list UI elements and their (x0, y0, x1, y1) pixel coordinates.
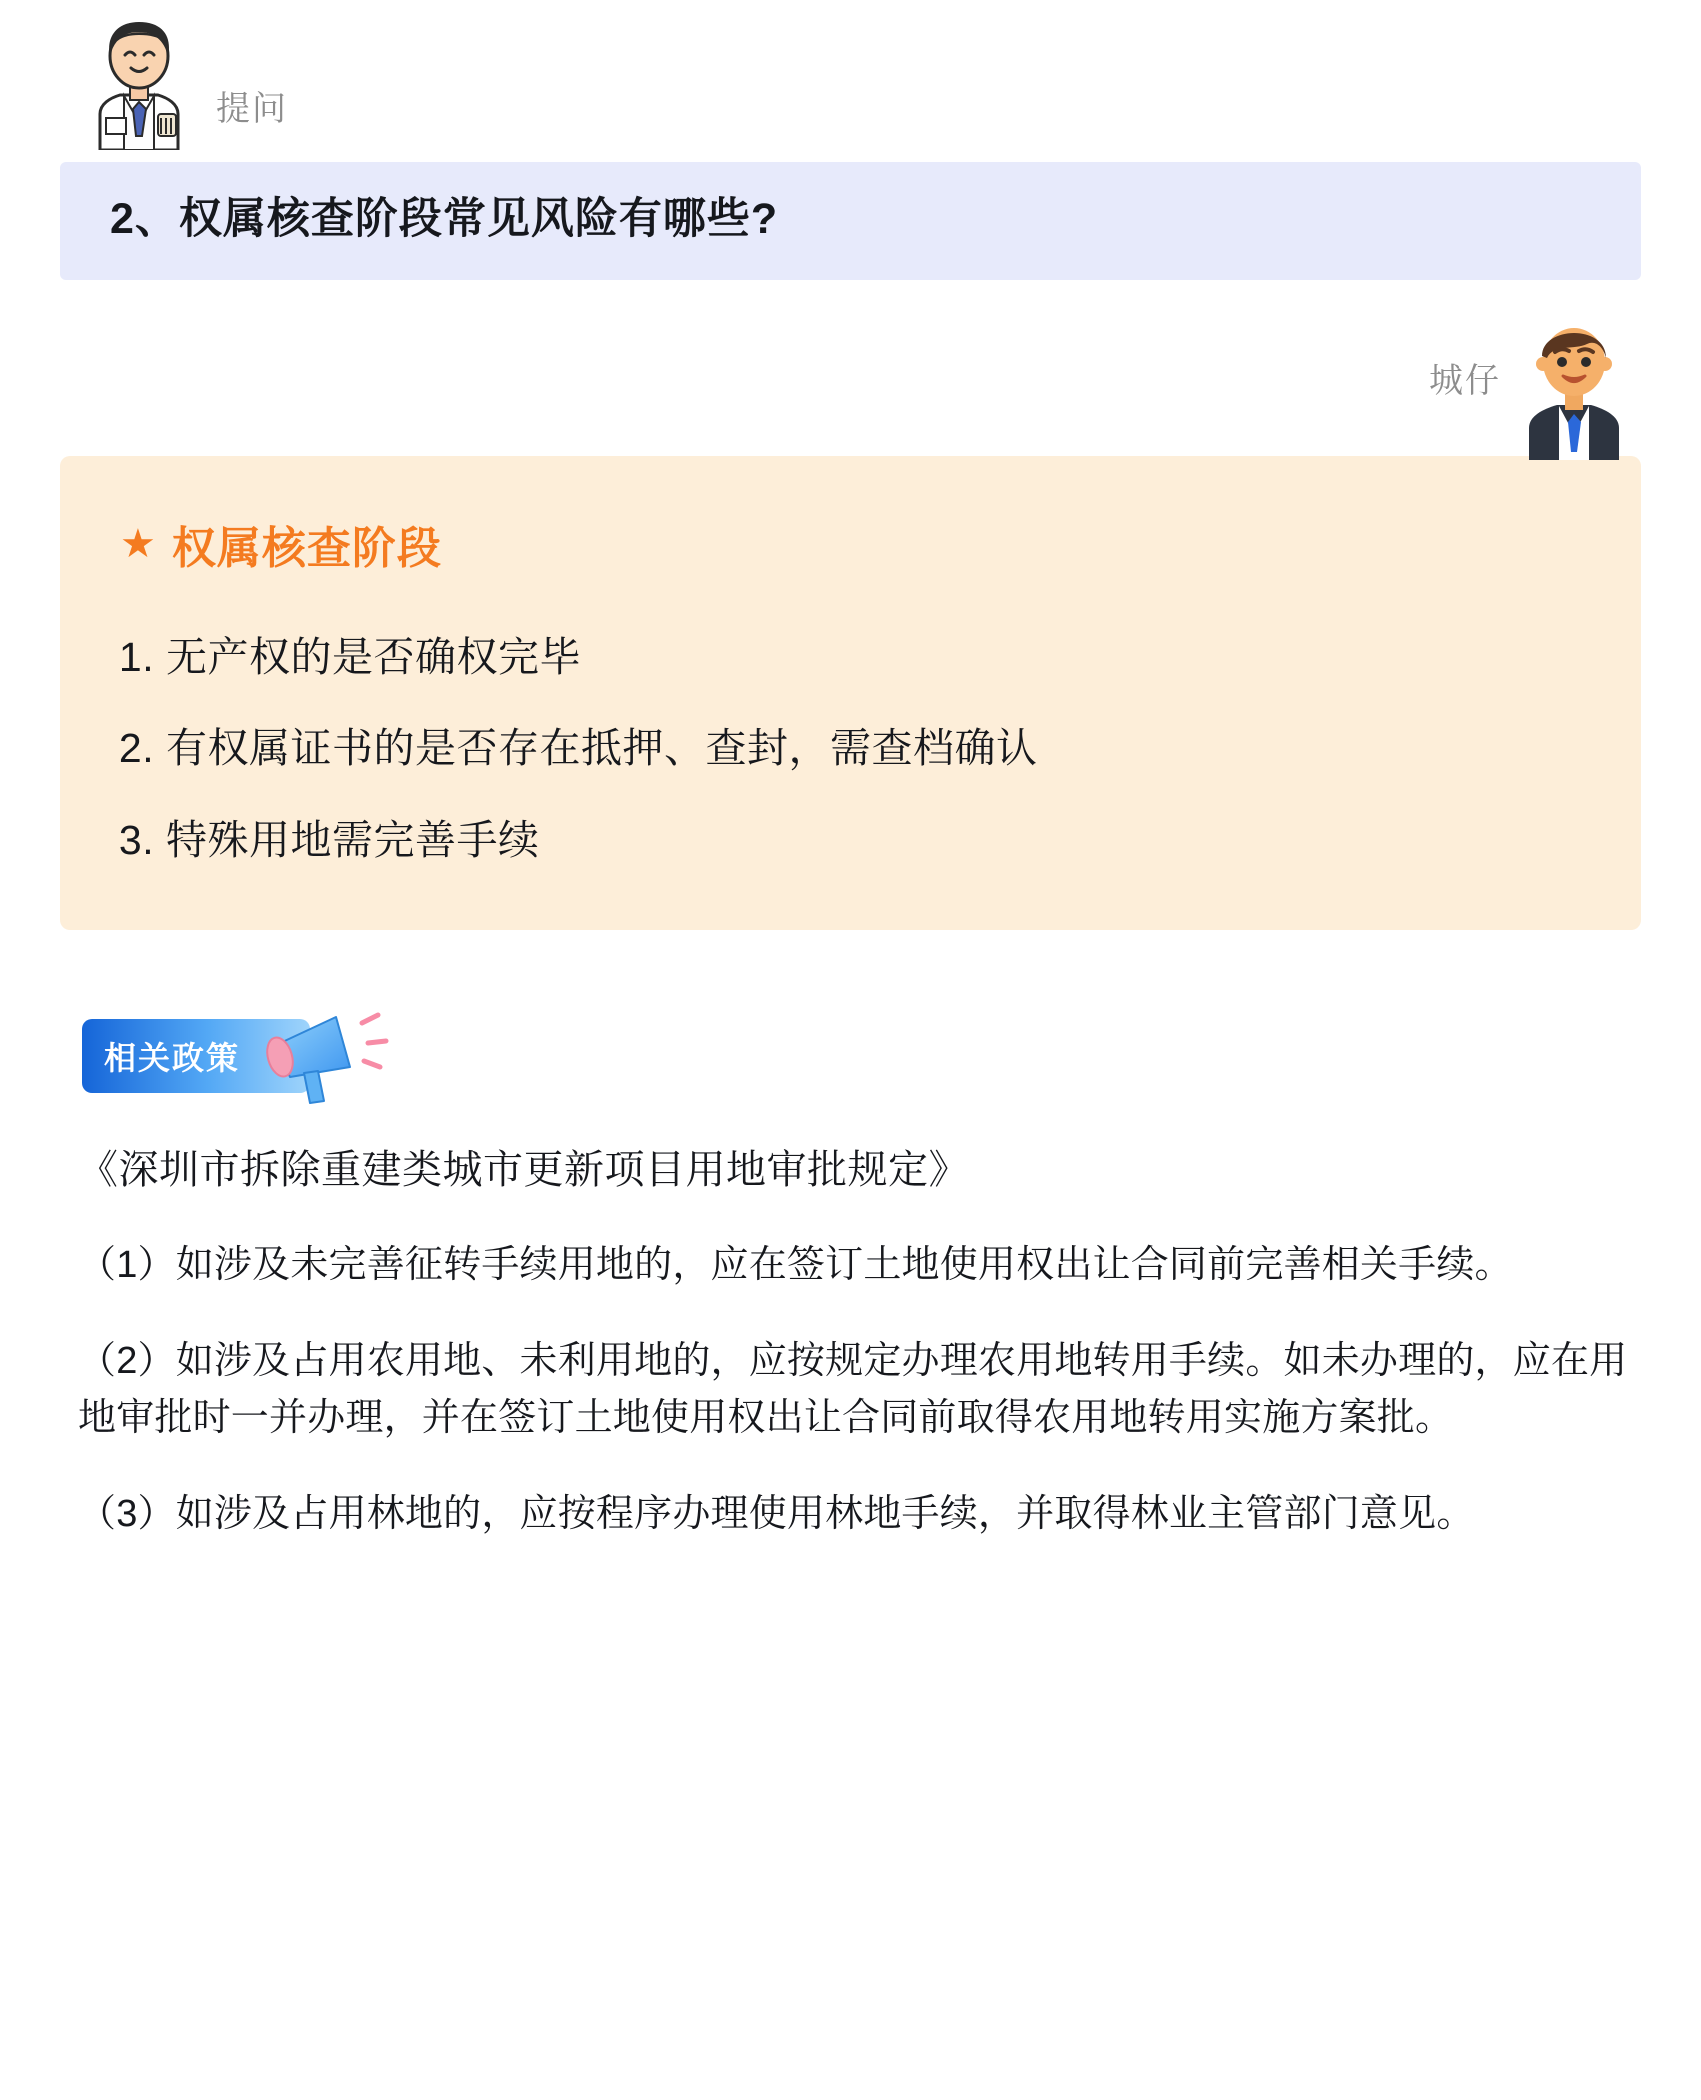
policy-title: 《深圳市拆除重建类城市更新项目用地审批规定》 (78, 1148, 969, 1193)
policy-paragraph: （2）如涉及占用农用地、未利用地的，应按规定办理农用地转用手续。如未办理的，应在用地审批时一并办理，并在签订土地使用权出让合同前取得农用地转用实施方案批。 (78, 1340, 1628, 1439)
answer-speaker-label: 城仔 (1429, 362, 1501, 400)
answer-card-list (120, 630, 1581, 868)
question-text: 2、权属核查阶段常见风险有哪些? (110, 195, 779, 244)
list-item: 1. 无产权的是否确权完毕 (166, 630, 1581, 685)
answer-card-heading (120, 512, 1581, 576)
policy-paragraph: （1）如涉及未完善征转手续用地的，应在签订土地使用权出让合同前完善相关手续。 (78, 1244, 1513, 1287)
question-banner (60, 162, 1641, 280)
doctor-avatar-icon (80, 10, 198, 150)
megaphone-icon (258, 1001, 408, 1111)
star-icon: ★ (120, 522, 156, 566)
policy-tag-row (60, 1008, 1641, 1104)
answer-card-heading-text: 权属核查阶段 (171, 524, 442, 573)
list-item: 2. 有权属证书的是否存在抵押、查封，需查档确认 (166, 721, 1581, 776)
answer-card (60, 456, 1641, 930)
man-avatar-icon (1515, 310, 1633, 450)
policy-tag-label: 相关政策 (82, 1019, 310, 1093)
list-item: 3. 特殊用地需完善手续 (166, 813, 1581, 868)
ask-row (60, 0, 1641, 150)
policy-paragraph: （3）如涉及占用林地的，应按程序办理使用林地手续，并取得林业主管部门意见。 (78, 1492, 1475, 1535)
answer-speaker-row (60, 280, 1641, 450)
ask-label: 提问 (216, 90, 288, 128)
policy-body (60, 1138, 1641, 1542)
